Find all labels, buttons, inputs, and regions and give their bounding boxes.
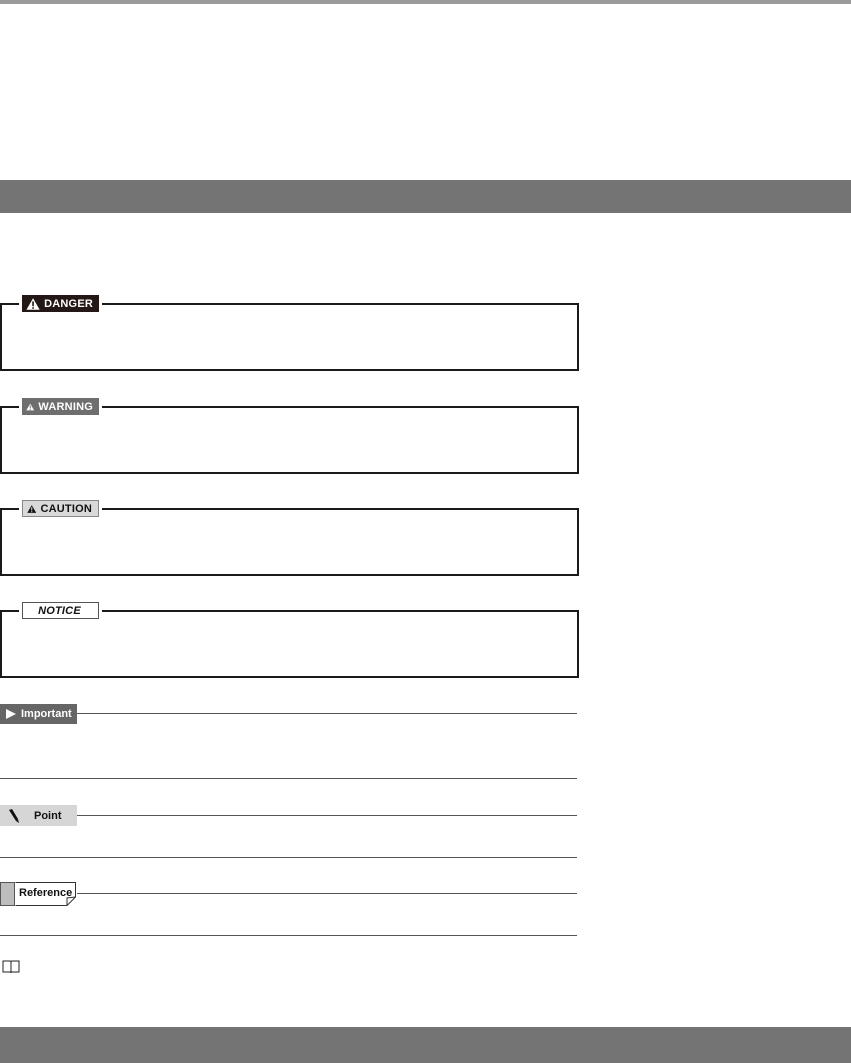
important-top-rule xyxy=(77,713,577,714)
warning-label: WARNING xyxy=(38,400,93,413)
danger-tag xyxy=(22,295,99,312)
important-tag xyxy=(0,704,77,724)
open-book-icon xyxy=(2,960,20,974)
pen-icon xyxy=(8,809,20,823)
section-header-band xyxy=(0,180,851,213)
danger-box xyxy=(0,297,579,371)
reference-label: Reference xyxy=(19,887,73,899)
caution-box xyxy=(0,502,579,576)
notice-label: NOTICE xyxy=(38,604,81,617)
notice-tag xyxy=(22,602,99,619)
point-top-rule xyxy=(77,815,577,816)
point-label: Point xyxy=(34,809,62,822)
warning-tag xyxy=(22,398,99,415)
section-footer-band xyxy=(0,1027,851,1063)
point-bottom-rule xyxy=(0,857,577,858)
reference-tag xyxy=(0,882,76,906)
reference-top-rule xyxy=(77,893,577,894)
caution-label: CAUTION xyxy=(40,502,92,515)
warning-box xyxy=(0,400,579,474)
important-label: Important xyxy=(21,708,72,720)
notice-box xyxy=(0,604,579,678)
point-tag xyxy=(0,805,77,826)
caution-tag xyxy=(22,500,99,517)
warning-triangle-icon xyxy=(26,400,34,414)
warning-triangle-icon xyxy=(27,502,36,516)
danger-label: DANGER xyxy=(44,297,93,310)
reference-bottom-rule xyxy=(0,935,577,936)
top-rule xyxy=(0,0,851,4)
important-bottom-rule xyxy=(0,778,577,779)
play-arrow-icon xyxy=(6,709,16,719)
reference-tab xyxy=(0,882,15,906)
warning-triangle-icon xyxy=(26,297,40,311)
